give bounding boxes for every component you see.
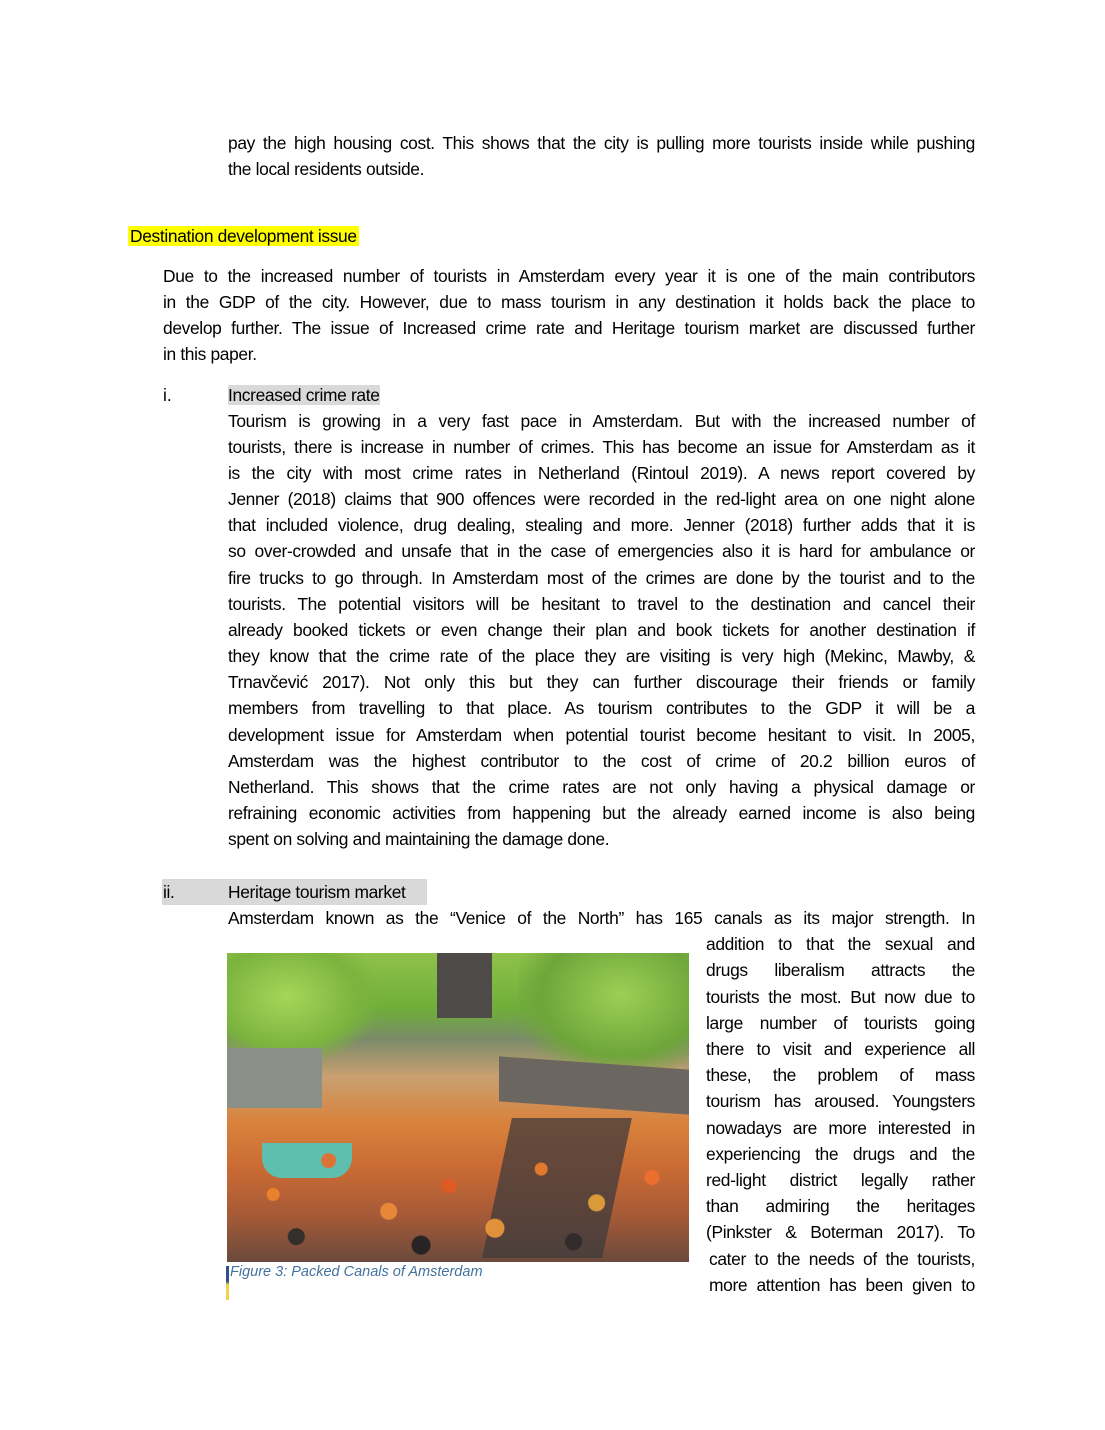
subsection-2-heading: [162, 879, 427, 905]
section-para-line-4: in this paper.: [163, 344, 257, 364]
wrapped-line: more attention has been given to: [709, 1275, 975, 1295]
wrapped-line: nowadays are more interested in: [706, 1118, 975, 1138]
body-line: Trnavčević 2017). Not only this but they can further discourage their friends or family: [228, 672, 975, 692]
subsection-1-heading: [228, 382, 380, 408]
body-line: members from travelling to that place. As tourism contributes to the GDP it will be a: [228, 698, 975, 718]
body-line: tourists, there is increase in number of crimes. This has become an issue for Amsterdam as it: [228, 437, 975, 457]
body-line: they know that the crime rate of the place they are visiting is very high (Mekinc, Mawby, &: [228, 646, 975, 666]
body-line: refraining economic activities from happening but the already earned income is also being: [228, 803, 975, 823]
wrapped-line: (Pinkster & Boterman 2017). To: [706, 1222, 975, 1242]
section-para-line-1: Due to the increased number of tourists in Amsterdam every year it is one of the main contributors: [163, 266, 975, 286]
body-line: fire trucks to go through. In Amsterdam most of the crimes are done by the tourist and to the: [228, 568, 975, 588]
section-heading: [128, 223, 359, 249]
wrapped-line: addition to that the sexual and: [706, 934, 975, 954]
wrapped-line: tourists the most. But now due to: [706, 987, 975, 1007]
subsection-2-numeral: ii.: [163, 882, 175, 902]
section-para-line-3: develop further. The issue of Increased crime rate and Heritage tourism market are discussed further: [163, 318, 975, 338]
subsection-1-numeral: i.: [163, 385, 172, 405]
section-heading-text: Destination development issue: [130, 226, 357, 246]
canal-crowd-photo: [227, 953, 689, 1262]
caption-anchor-mark: [226, 1266, 229, 1300]
body-line: tourists. The potential visitors will be hesitant to travel to the destination and cancel their: [228, 594, 975, 614]
intro-line-1: pay the high housing cost. This shows that the city is pulling more tourists inside while pushing: [228, 133, 975, 153]
wrapped-line: experiencing the drugs and the: [706, 1144, 975, 1164]
body-line: Amsterdam was the highest contributor to the cost of crime of 20.2 billion euros of: [228, 751, 975, 771]
body-line: so over-crowded and unsafe that in the case of emergencies also it is hard for ambulance or: [228, 541, 975, 561]
figure-caption: Figure 3: Packed Canals of Amsterdam: [230, 1264, 483, 1280]
body-line: development issue for Amsterdam when potential tourist become hesitant to visit. In 2005,: [228, 725, 975, 745]
wrapped-line: tourism has aroused. Youngsters: [706, 1091, 975, 1111]
wrapped-line: large number of tourists going: [706, 1013, 975, 1033]
wrapped-line: these, the problem of mass: [706, 1065, 975, 1085]
subsection-2-first-line: Amsterdam known as the “Venice of the North” has 165 canals as its major strength. In: [228, 908, 975, 928]
photo-crowd: [227, 1093, 689, 1262]
wrapped-line: there to visit and experience all: [706, 1039, 975, 1059]
subsection-1-title: Increased crime rate: [228, 385, 380, 405]
body-line: is the city with most crime rates in Netherland (Rintoul 2019). A news report covered by: [228, 463, 975, 483]
wrapped-line: than admiring the heritages: [706, 1196, 975, 1216]
wrapped-line: drugs liberalism attracts the: [706, 960, 975, 980]
body-line: Tourism is growing in a very fast pace in Amsterdam. But with the increased number of: [228, 411, 975, 431]
body-line: Netherland. This shows that the crime rates are not only having a physical damage or: [228, 777, 975, 797]
body-line: Jenner (2018) claims that 900 offences were recorded in the red-light area on one night alone: [228, 489, 975, 509]
body-line: already booked tickets or even change their plan and book tickets for another destination if: [228, 620, 975, 640]
body-line: spent on solving and maintaining the damage done.: [228, 829, 610, 849]
photo-trees-right: [519, 953, 689, 1073]
body-line: that included violence, drug dealing, stealing and more. Jenner (2018) further adds that it is: [228, 515, 975, 535]
photo-building: [437, 953, 492, 1018]
subsection-2-title: Heritage tourism market: [228, 882, 406, 902]
wrapped-line: red-light district legally rather: [706, 1170, 975, 1190]
photo-trees-left: [227, 953, 377, 1063]
section-para-line-2: in the GDP of the city. However, due to mass tourism in any destination it holds back the place to: [163, 292, 975, 312]
intro-line-2: the local residents outside.: [228, 159, 425, 179]
wrapped-line: cater to the needs of the tourists,: [709, 1249, 975, 1269]
